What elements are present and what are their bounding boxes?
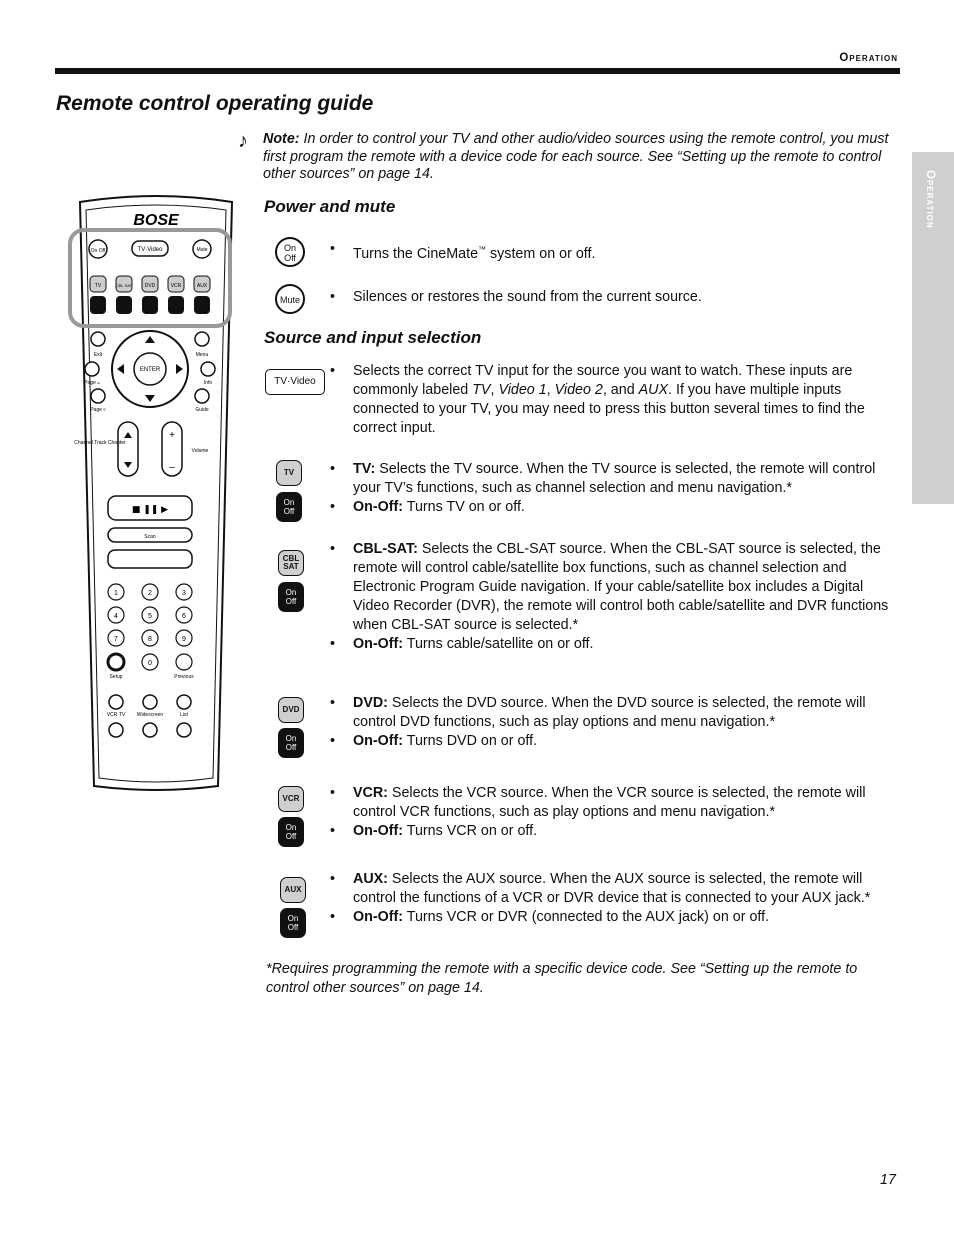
cblsat-onoff-icon: On Off [278, 582, 304, 612]
tv-onoff-text: Turns TV on or off. [403, 499, 525, 515]
remote-menu-label: Menu [195, 352, 209, 358]
note-label: Note: [263, 131, 300, 147]
remote-digit-2-label: 2 [148, 590, 152, 597]
header-rule [55, 68, 900, 74]
mute-icon: Mute [275, 284, 305, 314]
tvvideo-icon: TV·Video [265, 369, 325, 395]
tvvideo-aux: AUX [638, 382, 669, 398]
remote-digit-0-label: 0 [148, 660, 152, 667]
note-icon: ♪ [238, 130, 248, 152]
running-header: Operation [839, 52, 898, 64]
power-mute-heading: Power and mute [264, 197, 396, 216]
note-text: In order to control your TV and other audio/video sources using the remote control, you must first program the remote with a device code for each source. See “Setting up the remote to control other sources” on page 14. [263, 131, 889, 182]
vcr-source-icon: VCR [278, 786, 304, 812]
remote-pageup-label: Page ▵ [84, 380, 100, 386]
aux-text: Selects the AUX source. When the AUX source is selected, the remote will control the functions of a VCR or DVR device that is connected to your AUX jack.* [353, 871, 871, 906]
remote-onoff-label: On Off [90, 248, 106, 254]
onoff-text-a: Turns the CineMate [353, 245, 479, 262]
remote-bottom-button-3 [177, 723, 191, 737]
aux-onoff-text: Turns VCR or DVR (connected to the AUX jack) on or off. [403, 909, 770, 925]
remote-bottom-button-2 [143, 723, 157, 737]
dvd-label: DVD: [353, 695, 388, 711]
remote-pagedown-button [91, 389, 105, 403]
dvd-onoff-label: On-Off: [353, 733, 404, 749]
remote-cblsat-source-label: CBL SAT [115, 283, 133, 288]
dvd-description: • DVD: Selects the DVD source. When the DVD source is selected, the remote will control DVD functions, such as play options and menu navigation.* • On-Off: Turns DVD on or off. [330, 695, 866, 749]
remote-channel-label: Channel Track Chapter [74, 440, 126, 446]
tv-onoff-icon: On Off [276, 492, 302, 522]
remote-tv-source-label: TV [94, 283, 102, 289]
cblsat-description: • CBL-SAT: Selects the CBL-SAT source. When the CBL-SAT source is selected, the remote will control cable/satellite box functions, such as channel selection and Electronic Program Guide navigation. If your cable/satellite box includes a Digital Video Recorder (DVR), the remote will control both cable/satellite and DVR functions when CBL-SAT source is selected.* • On-Off: Turns cable/satellite on or off. [330, 541, 889, 652]
tvvideo-c3: , and [602, 382, 639, 398]
vcr-description: • VCR: Selects the VCR source. When the VCR source is selected, the remote will control VCR functions, such as play options and menu navigation.* • On-Off: Turns VCR on or off. [330, 785, 866, 839]
tvvideo-p2: . If you have multiple inputs connected to your TV, you may need to press this button several times to find the correct input. [353, 382, 865, 436]
tv-source-icon: TV [276, 460, 302, 486]
aux-onoff-icon: On Off [280, 908, 306, 938]
remote-bottom-button-1 [109, 723, 123, 737]
remote-aux-onoff [194, 296, 210, 314]
remote-setup-button [108, 654, 124, 670]
remote-digit-1-label: 1 [114, 590, 118, 597]
tvvideo-description: • Selects the correct TV input for the source you want to watch. These inputs are commonly labeled TV, Video 1, Video 2, and AUX. If you have multiple inputs connected to your TV, you may need to press this button several times to find the correct input. [330, 363, 865, 436]
remote-dvd-onoff [142, 296, 158, 314]
dvd-onoff-icon: On Off [278, 728, 304, 758]
onoff-icon: On Off [275, 237, 305, 267]
remote-widescreen-button [143, 695, 157, 709]
remote-mute-label: Mute [196, 247, 208, 253]
remote-exit-button [91, 332, 105, 346]
remote-tvvideo-label: TV·Video [137, 247, 163, 253]
source-heading: Source and input selection [264, 328, 482, 347]
remote-volume-plus: + [169, 430, 175, 441]
remote-scan-label: Scan [144, 534, 156, 540]
remote-enter-label: ENTER [139, 367, 161, 373]
remote-aux-source-label: AUX [196, 283, 208, 289]
vcr-text: Selects the VCR source. When the VCR source is selected, the remote will control VCR functions, such as play options and menu navigation.* [353, 785, 866, 820]
mute-description: • Silences or restores the sound from the current source. [330, 289, 702, 305]
tvvideo-p1: Selects the correct TV input for the source you want to watch. These inputs are commonly labeled [353, 363, 853, 398]
remote-vcrtv-label: VCR·TV [106, 712, 126, 718]
remote-guide-button [195, 389, 209, 403]
cblsat-source-icon: CBL SAT [278, 550, 304, 576]
remote-skip-bar [108, 550, 192, 568]
tv-label: TV: [353, 461, 376, 477]
remote-exit-label: Exit [93, 352, 103, 358]
dvd-text: Selects the DVD source. When the DVD source is selected, the remote will control DVD functions, such as play options and menu navigation.* [353, 695, 866, 730]
remote-widescreen-label: Widescreen [136, 712, 164, 718]
cblsat-onoff-text: Turns cable/satellite on or off. [403, 636, 594, 652]
footnote: *Requires programming the remote with a specific device code. See “Setting up the remote to control other sources” on page 14. [266, 961, 858, 996]
remote-digit-3-label: 3 [182, 590, 186, 597]
remote-pageup-button [85, 362, 99, 376]
remote-info-button [201, 362, 215, 376]
onoff-text-b: system on or off. [486, 245, 596, 262]
remote-digit-5-label: 5 [148, 613, 152, 620]
tvvideo-tv: TV [472, 382, 491, 398]
remote-previous-button [176, 654, 192, 670]
vcr-onoff-icon: On Off [278, 817, 304, 847]
onoff-description: • Turns the CineMate™ system on or off. [330, 241, 596, 262]
vcr-onoff-text: Turns VCR on or off. [403, 823, 538, 839]
remote-vcr-source-label: VCR [170, 283, 182, 289]
aux-onoff-label: On-Off: [353, 909, 404, 925]
tvvideo-c2: , [546, 382, 555, 398]
side-tab [912, 152, 954, 504]
remote-transport-symbols: ■ ❚❚ ▶ [131, 505, 169, 515]
side-tab-label: Operation [924, 170, 936, 229]
remote-volume-minus: – [169, 462, 175, 473]
cblsat-label: CBL-SAT: [353, 541, 418, 557]
remote-menu-button [195, 332, 209, 346]
page-title: Remote control operating guide [56, 92, 374, 115]
remote-tv-onoff [90, 296, 106, 314]
remote-info-label: Info [203, 380, 213, 386]
page-number: 17 [880, 1172, 896, 1188]
remote-volume-label: Volume [191, 448, 209, 454]
remote-digit-4-label: 4 [114, 613, 118, 620]
vcr-onoff-label: On-Off: [353, 823, 404, 839]
remote-brand: BOSE [133, 212, 179, 229]
remote-guide-label: Guide [195, 407, 209, 413]
remote-pagedown-label: Page ▿ [90, 407, 106, 413]
remote-illustration [66, 188, 246, 798]
dvd-source-icon: DVD [278, 697, 304, 723]
remote-digit-6-label: 6 [182, 613, 186, 620]
remote-dvd-source-label: DVD [144, 283, 156, 289]
remote-vcr-onoff [168, 296, 184, 314]
aux-label: AUX: [353, 871, 388, 887]
aux-description: • AUX: Selects the AUX source. When the AUX source is selected, the remote will control the functions of a VCR or DVR device that is connected to your AUX jack.* • On-Off: Turns VCR or DVR (connected to the AUX jack) on or off. [330, 871, 871, 925]
remote-previous-label: Previous [174, 674, 194, 680]
dvd-onoff-text: Turns DVD on or off. [403, 733, 538, 749]
remote-list-button [177, 695, 191, 709]
remote-keypad [108, 584, 194, 680]
remote-setup-label: Setup [109, 674, 123, 680]
cblsat-onoff-label: On-Off: [353, 636, 404, 652]
remote-digit-9-label: 9 [182, 636, 186, 643]
remote-vcrtv-button [109, 695, 123, 709]
tv-onoff-label: On-Off: [353, 499, 404, 515]
aux-source-icon: AUX [280, 877, 306, 903]
remote-cblsat-onoff [116, 296, 132, 314]
mute-text: Silences or restores the sound from the current source. [353, 289, 702, 305]
remote-digit-7-label: 7 [114, 636, 118, 643]
tv-text: Selects the TV source. When the TV source is selected, the remote will control your TV’s functions, such as channel selection and menu navigation.* [353, 461, 876, 496]
remote-digit-8-label: 8 [148, 636, 152, 643]
tvvideo-v2: Video 2 [554, 382, 603, 398]
onoff-text-tm: ™ [478, 245, 487, 254]
cblsat-text: Selects the CBL-SAT source. When the CBL-SAT source is selected, the remote will control cable/satellite box functions, such as channel selection and Electronic Program Guide navigation. If your cable/satellite box includes a Digital Video Recorder (DVR), the remote will control both cable/satellite and DVR functions when CBL-SAT source is selected.* [353, 541, 889, 633]
tv-description: • TV: Selects the TV source. When the TV source is selected, the remote will control your TV’s functions, such as channel selection and menu navigation.* • On-Off: Turns TV on or off. [330, 461, 876, 515]
remote-list-label: List [180, 712, 188, 718]
tvvideo-c1: , [490, 382, 499, 398]
tvvideo-v1: Video 1 [498, 382, 547, 398]
vcr-label: VCR: [353, 785, 388, 801]
note [263, 131, 893, 184]
